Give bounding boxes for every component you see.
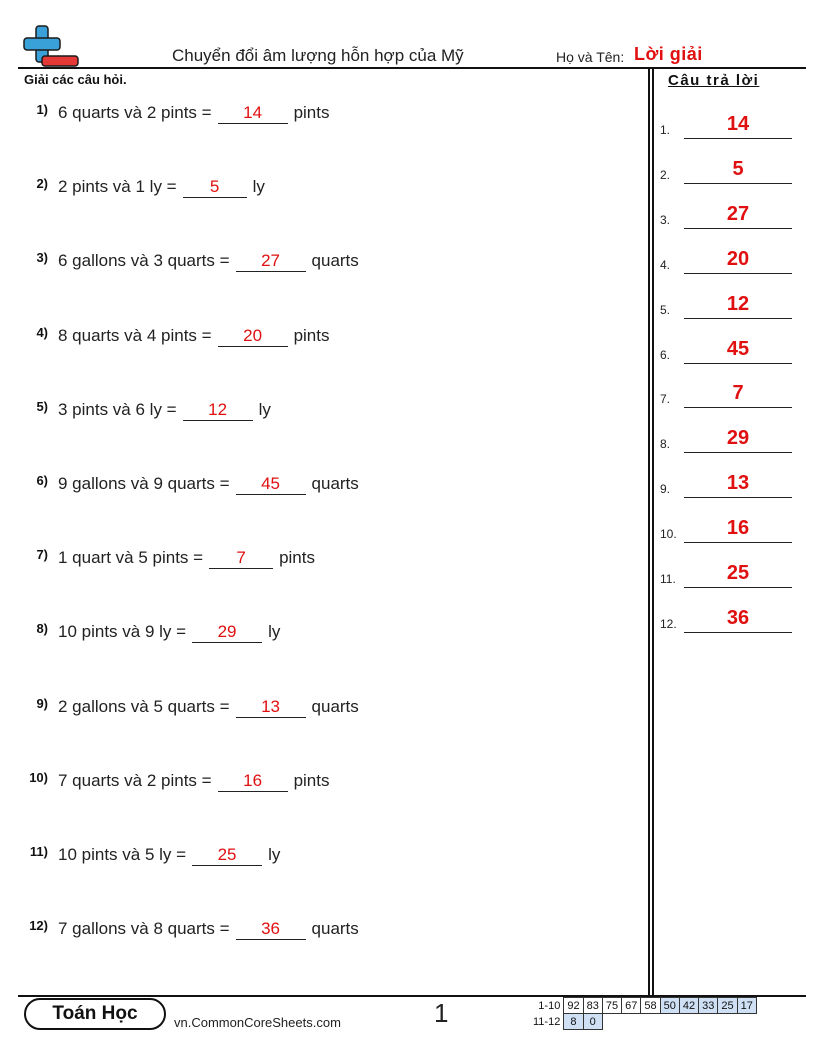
- answer-key-item: [660, 380, 795, 408]
- answer-key-value: 13: [726, 472, 750, 494]
- problem-unit: quarts: [311, 251, 359, 270]
- answer-key-number: 1.: [660, 123, 671, 137]
- problem-item: [20, 621, 640, 651]
- answer-blank: 20: [218, 325, 288, 347]
- problem-prompt: 2 pints và 1 ly =: [58, 177, 177, 196]
- answer-key-number: 11.: [660, 572, 676, 586]
- brand-badge: Toán Học: [24, 998, 166, 1030]
- score-cell: 33: [699, 998, 718, 1014]
- answer-key-number: 4.: [660, 258, 671, 272]
- problem-item: [20, 547, 640, 577]
- column-divider: [648, 68, 650, 996]
- problem-text: [58, 325, 330, 347]
- problem-prompt: 10 pints và 9 ly =: [58, 622, 187, 641]
- score-cell: 75: [602, 998, 621, 1014]
- problem-item: [20, 696, 640, 726]
- problem-unit: ly: [252, 177, 265, 196]
- math-logo-icon: [22, 24, 80, 68]
- problem-text: [58, 102, 330, 124]
- answer-key-number: 5.: [660, 303, 671, 317]
- score-row-label: 11-12: [533, 1015, 561, 1028]
- answer-key-line: [684, 228, 792, 229]
- problem-number: 11): [29, 844, 48, 859]
- score-row: [530, 998, 756, 1014]
- header-divider: [18, 67, 806, 69]
- answer-key-item: [660, 291, 795, 319]
- problem-number: 8): [36, 621, 48, 636]
- problem-text: [58, 399, 271, 421]
- answer-blank: 5: [183, 176, 247, 198]
- answer-blank: 7: [209, 547, 273, 569]
- answer-blank: 27: [236, 250, 306, 272]
- score-cell: 25: [718, 998, 737, 1014]
- problem-unit: pints: [293, 103, 330, 122]
- answer-key-item: [660, 246, 795, 274]
- problem-prompt: 2 gallons và 5 quarts =: [58, 697, 230, 716]
- problem-unit: ly: [258, 400, 271, 419]
- problem-unit: quarts: [311, 697, 359, 716]
- answer-key-value: 25: [726, 562, 750, 584]
- problem-text: [58, 176, 265, 198]
- problem-number: 4): [36, 325, 48, 340]
- answer-blank: 16: [218, 770, 288, 792]
- answer-key-number: 8.: [660, 437, 671, 451]
- problem-text: [58, 918, 359, 940]
- answer-blank: 14: [218, 102, 288, 124]
- problem-prompt: 7 gallons và 8 quarts =: [58, 919, 230, 938]
- answer-key-number: 12.: [660, 617, 677, 631]
- problem-item: [20, 770, 640, 800]
- problem-text: [58, 547, 315, 569]
- answer-key-line: [684, 363, 792, 364]
- score-table: [530, 997, 757, 1030]
- answer-key-item: [660, 425, 795, 453]
- problem-prompt: 10 pints và 5 ly =: [58, 845, 187, 864]
- answer-key-number: 6.: [660, 348, 671, 362]
- answer-key-number: 2.: [660, 168, 671, 182]
- problem-text: [58, 844, 280, 866]
- answer-blank: 12: [183, 399, 253, 421]
- problem-text: [58, 250, 359, 272]
- score-cell: 50: [660, 998, 679, 1014]
- problem-prompt: 7 quarts và 2 pints =: [58, 771, 212, 790]
- answer-key-item: [660, 111, 795, 139]
- answer-key-value: 27: [726, 203, 750, 225]
- problem-text: [58, 770, 330, 792]
- problem-number: 3): [36, 250, 48, 265]
- answer-key-value: 20: [726, 248, 750, 270]
- answer-key-line: [684, 587, 792, 588]
- answer-key-item: [660, 201, 795, 229]
- problem-number: 6): [36, 473, 48, 488]
- problem-text: [58, 621, 280, 643]
- problem-item: [20, 844, 640, 874]
- problem-item: [20, 250, 640, 280]
- score-cell: 58: [641, 998, 660, 1014]
- answer-key-value: 29: [726, 427, 750, 449]
- problem-number: 1): [36, 102, 48, 117]
- score-cell: 42: [679, 998, 698, 1014]
- answer-key-item: [660, 560, 795, 588]
- answer-blank: 45: [236, 473, 306, 495]
- answer-key-line: [684, 632, 792, 633]
- problem-prompt: 9 gallons và 9 quarts =: [58, 474, 230, 493]
- answer-key-number: 9.: [660, 482, 671, 496]
- column-divider: [652, 68, 654, 996]
- answer-key-number: 7.: [660, 392, 671, 406]
- problem-unit: quarts: [311, 474, 359, 493]
- problem-unit: ly: [268, 845, 281, 864]
- name-value: Lời giải: [634, 44, 703, 64]
- answer-key-item: [660, 156, 795, 184]
- answer-key-number: 3.: [660, 213, 671, 227]
- problem-item: [20, 102, 640, 132]
- worksheet-title: Chuyển đổi âm lượng hỗn hợp của Mỹ: [172, 46, 464, 65]
- problem-unit: ly: [268, 622, 281, 641]
- problem-prompt: 1 quart và 5 pints =: [58, 548, 204, 567]
- answer-key-line: [684, 407, 792, 408]
- name-label: Họ và Tên:: [556, 49, 625, 65]
- answer-key-value: 14: [726, 113, 750, 135]
- answer-blank: 13: [236, 696, 306, 718]
- problem-item: [20, 918, 640, 948]
- answer-key-line: [684, 318, 792, 319]
- problem-number: 12): [29, 918, 48, 933]
- problem-number: 5): [36, 399, 48, 414]
- answer-key-item: [660, 605, 795, 633]
- problem-number: 7): [36, 547, 48, 562]
- answer-key-value: 45: [726, 338, 750, 360]
- page-number: 1: [434, 998, 449, 1028]
- problem-item: [20, 399, 640, 429]
- score-cell: 17: [737, 998, 756, 1014]
- answer-key-line: [684, 452, 792, 453]
- problem-item: [20, 473, 640, 503]
- problem-unit: pints: [293, 771, 330, 790]
- answer-key-number: 10.: [660, 527, 677, 541]
- score-row-label: 1-10: [538, 999, 561, 1012]
- problem-text: [58, 696, 359, 718]
- answer-key-item: [660, 470, 795, 498]
- answer-key-line: [684, 138, 792, 139]
- answer-key-value: 12: [726, 293, 750, 315]
- problem-item: [20, 325, 640, 355]
- site-url: vn.CommonCoreSheets.com: [174, 1015, 341, 1030]
- problem-text: [58, 473, 359, 495]
- instructions: Giải các câu hỏi.: [24, 72, 127, 87]
- answer-key-value: 5: [732, 158, 744, 180]
- answer-key-item: [660, 336, 795, 364]
- problem-unit: quarts: [311, 919, 359, 938]
- answer-key-line: [684, 542, 792, 543]
- problem-prompt: 3 pints và 6 ly =: [58, 400, 177, 419]
- answer-key-line: [684, 497, 792, 498]
- answer-key-value: 36: [726, 607, 750, 629]
- problem-unit: pints: [293, 326, 330, 345]
- problem-item: [20, 176, 640, 206]
- answer-blank: 36: [236, 918, 306, 940]
- answer-key-line: [684, 183, 792, 184]
- answer-key-item: [660, 515, 795, 543]
- problem-prompt: 8 quarts và 4 pints =: [58, 326, 212, 345]
- problem-number: 9): [36, 696, 48, 711]
- problem-prompt: 6 quarts và 2 pints =: [58, 103, 212, 122]
- answer-key-value: 7: [732, 382, 744, 404]
- problem-unit: pints: [279, 548, 315, 567]
- answer-blank: 25: [192, 844, 262, 866]
- score-cell: 8: [564, 1014, 583, 1030]
- answer-key-value: 16: [726, 517, 750, 539]
- score-row: [530, 1014, 756, 1030]
- problem-number: 10): [29, 770, 48, 785]
- score-cell: 92: [564, 998, 583, 1014]
- score-cell: 83: [583, 998, 602, 1014]
- problem-number: 2): [36, 176, 48, 191]
- score-cell: 0: [583, 1014, 602, 1030]
- answer-key-header: Câu trả lời: [668, 72, 760, 89]
- answer-key-line: [684, 273, 792, 274]
- problem-prompt: 6 gallons và 3 quarts =: [58, 251, 230, 270]
- score-cell: 67: [622, 998, 641, 1014]
- answer-blank: 29: [192, 621, 262, 643]
